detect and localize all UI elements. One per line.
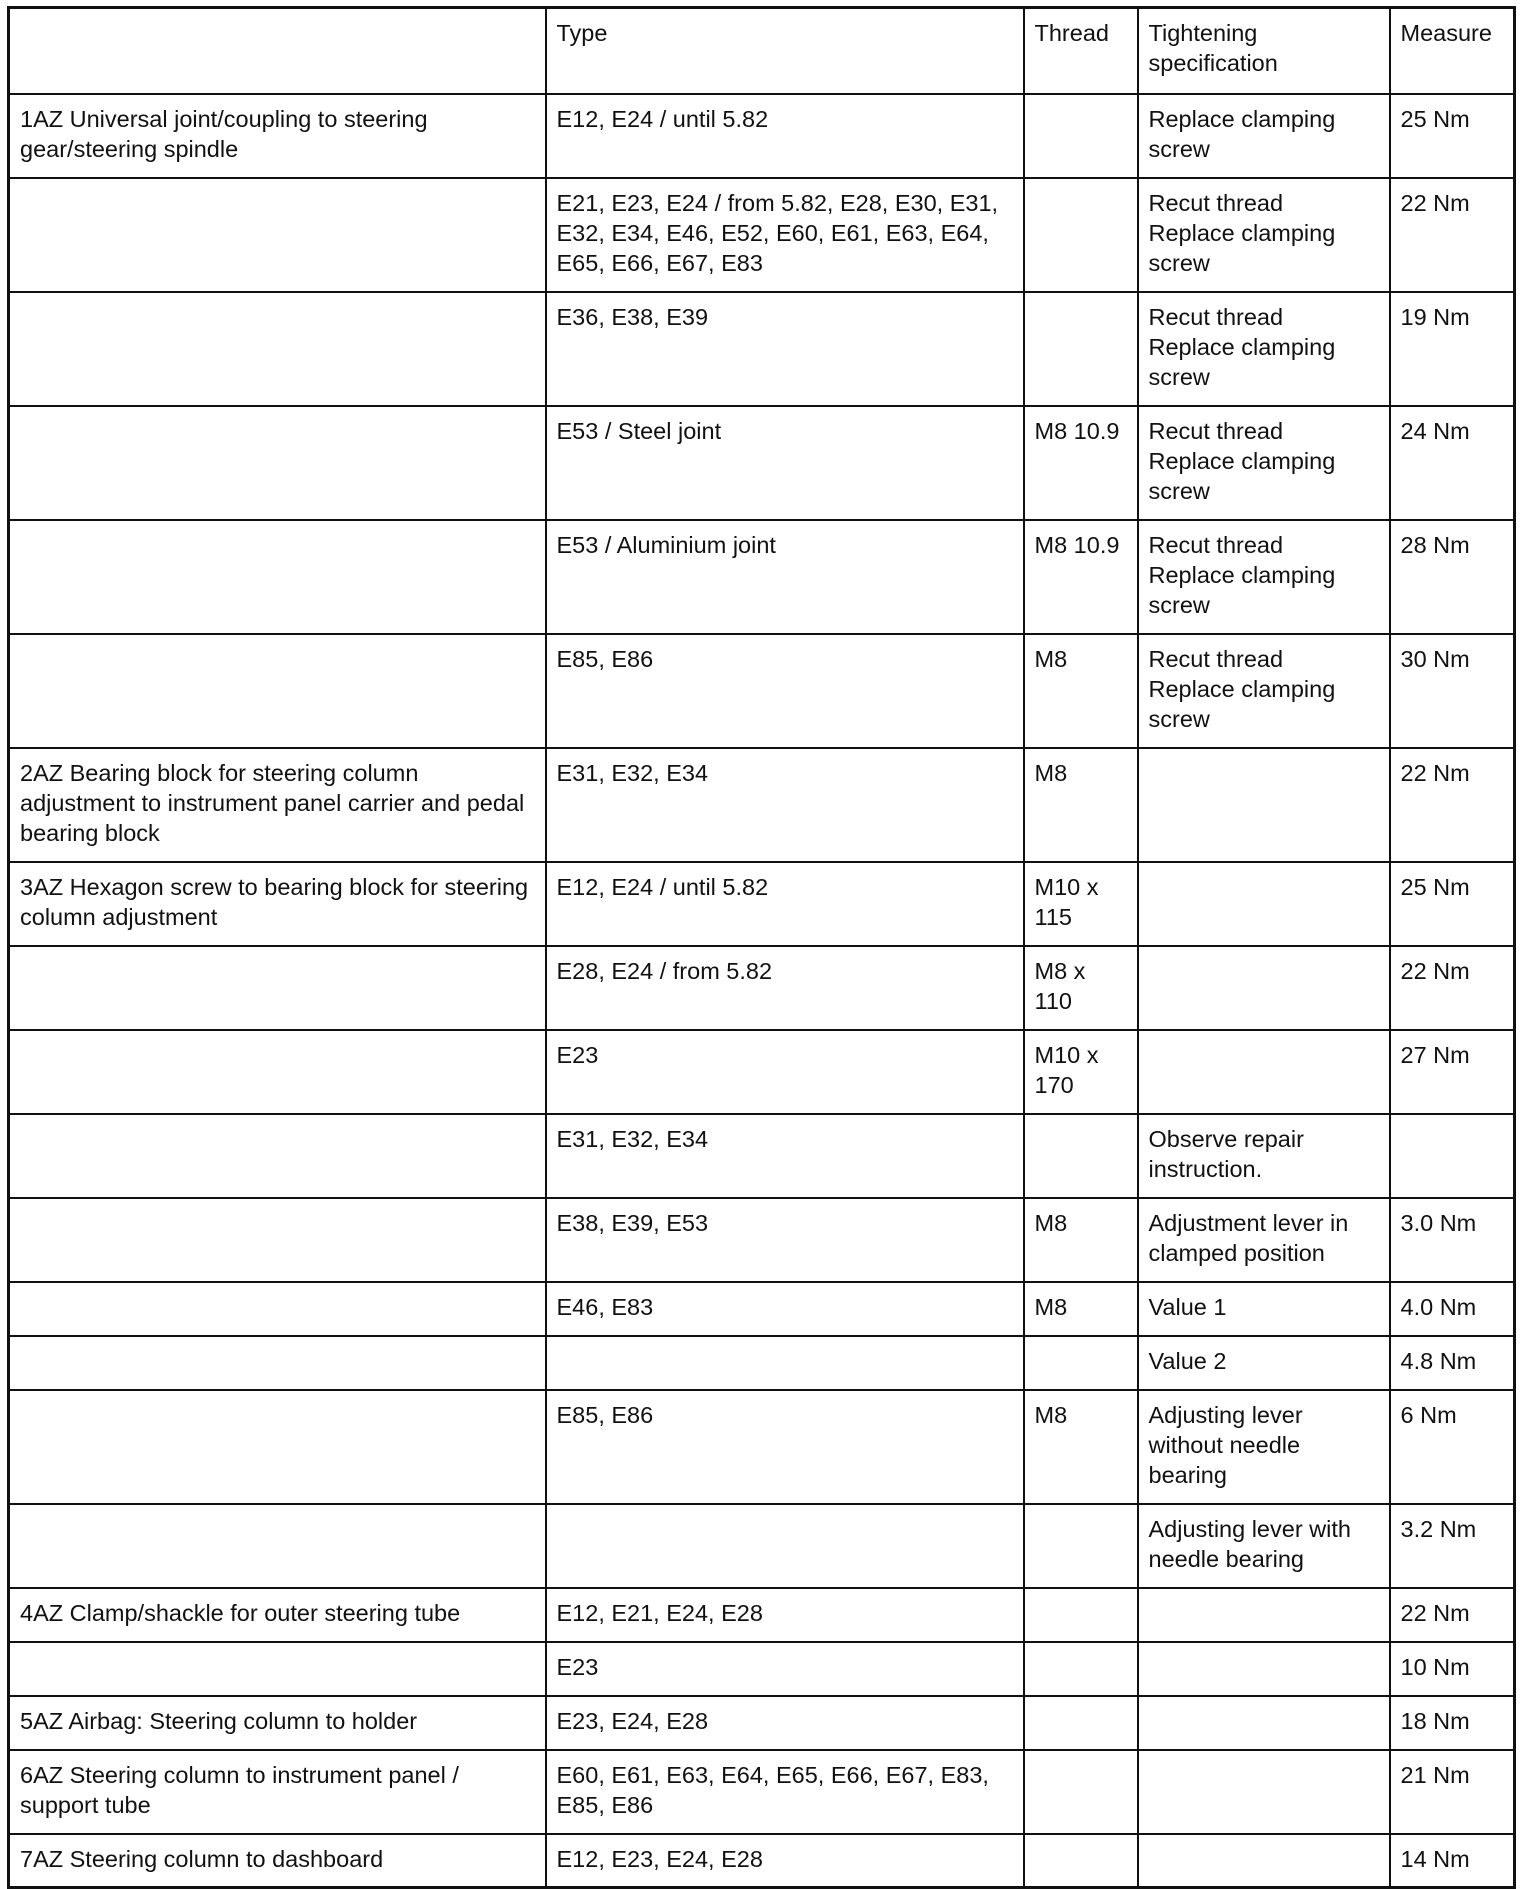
table-row <box>9 1390 1515 1504</box>
cell-type: E21, E23, E24 / from 5.82, E28, E30, E31, E32, E34, E46, E52, E60, E61, E63, E64, E65, E66, E67, E83 <box>546 178 1024 292</box>
cell-description: 1AZ Universal joint/coupling to steering gear/steering spindle <box>9 94 546 178</box>
cell-measure: 28 Nm <box>1390 520 1515 634</box>
cell-description <box>9 1642 546 1696</box>
cell-type: E23 <box>546 1642 1024 1696</box>
cell-spec <box>1138 862 1390 946</box>
cell-thread <box>1024 1642 1138 1696</box>
cell-measure: 24 Nm <box>1390 406 1515 520</box>
cell-thread: M8 <box>1024 634 1138 748</box>
cell-thread <box>1024 1696 1138 1750</box>
cell-measure: 22 Nm <box>1390 178 1515 292</box>
header-type: Type <box>546 8 1024 94</box>
cell-description: 7AZ Steering column to dashboard <box>9 1834 546 1888</box>
cell-spec: Adjusting lever without needle bearing <box>1138 1390 1390 1504</box>
table-header-row <box>9 8 1515 94</box>
cell-measure: 22 Nm <box>1390 946 1515 1030</box>
cell-thread: M8 10.9 <box>1024 520 1138 634</box>
cell-thread <box>1024 178 1138 292</box>
cell-spec: Adjustment lever in clamped position <box>1138 1198 1390 1282</box>
table-row <box>9 748 1515 862</box>
torque-specification-sheet <box>7 6 1513 1877</box>
header-thread: Thread <box>1024 8 1138 94</box>
cell-description: 2AZ Bearing block for steering column adjustment to instrument panel carrier and pedal bearing block <box>9 748 546 862</box>
table-row <box>9 1588 1515 1642</box>
cell-measure: 6 Nm <box>1390 1390 1515 1504</box>
cell-spec <box>1138 748 1390 862</box>
cell-description <box>9 1030 546 1114</box>
cell-measure: 22 Nm <box>1390 748 1515 862</box>
cell-measure: 14 Nm <box>1390 1834 1515 1888</box>
cell-type: E12, E21, E24, E28 <box>546 1588 1024 1642</box>
cell-thread <box>1024 1504 1138 1588</box>
table-row <box>9 292 1515 406</box>
cell-spec <box>1138 946 1390 1030</box>
cell-spec: Recut thread Replace clamping screw <box>1138 634 1390 748</box>
cell-type: E46, E83 <box>546 1282 1024 1336</box>
cell-thread: M8 10.9 <box>1024 406 1138 520</box>
cell-measure: 19 Nm <box>1390 292 1515 406</box>
cell-type <box>546 1336 1024 1390</box>
cell-type: E31, E32, E34 <box>546 1114 1024 1198</box>
cell-description <box>9 1504 546 1588</box>
table-row <box>9 178 1515 292</box>
table-row <box>9 1282 1515 1336</box>
cell-spec: Adjusting lever with needle bearing <box>1138 1504 1390 1588</box>
header-description <box>9 8 546 94</box>
cell-spec <box>1138 1834 1390 1888</box>
table-row <box>9 1198 1515 1282</box>
table-row <box>9 520 1515 634</box>
cell-spec: Observe repair instruction. <box>1138 1114 1390 1198</box>
cell-thread <box>1024 1834 1138 1888</box>
cell-type: E53 / Aluminium joint <box>546 520 1024 634</box>
cell-thread: M8 <box>1024 1282 1138 1336</box>
cell-measure: 30 Nm <box>1390 634 1515 748</box>
cell-thread <box>1024 94 1138 178</box>
cell-thread <box>1024 1336 1138 1390</box>
cell-description: 3AZ Hexagon screw to bearing block for steering column adjustment <box>9 862 546 946</box>
cell-measure: 25 Nm <box>1390 94 1515 178</box>
torque-table <box>7 6 1516 1889</box>
cell-type: E12, E23, E24, E28 <box>546 1834 1024 1888</box>
cell-measure: 3.2 Nm <box>1390 1504 1515 1588</box>
cell-description <box>9 634 546 748</box>
cell-type: E53 / Steel joint <box>546 406 1024 520</box>
table-row <box>9 1696 1515 1750</box>
cell-description <box>9 1282 546 1336</box>
cell-description <box>9 292 546 406</box>
table-row <box>9 1336 1515 1390</box>
cell-description <box>9 946 546 1030</box>
table-row <box>9 1642 1515 1696</box>
table-row <box>9 1750 1515 1834</box>
cell-spec: Recut thread Replace clamping screw <box>1138 406 1390 520</box>
cell-measure: 3.0 Nm <box>1390 1198 1515 1282</box>
cell-type: E85, E86 <box>546 634 1024 748</box>
table-row <box>9 1030 1515 1114</box>
cell-description <box>9 520 546 634</box>
header-tightening-specification: Tightening specification <box>1138 8 1390 94</box>
cell-description <box>9 1390 546 1504</box>
cell-type: E12, E24 / until 5.82 <box>546 94 1024 178</box>
cell-type: E28, E24 / from 5.82 <box>546 946 1024 1030</box>
cell-type: E38, E39, E53 <box>546 1198 1024 1282</box>
cell-spec <box>1138 1588 1390 1642</box>
table-row <box>9 946 1515 1030</box>
cell-spec: Value 2 <box>1138 1336 1390 1390</box>
cell-thread <box>1024 1588 1138 1642</box>
header-measure: Measure <box>1390 8 1515 94</box>
cell-description <box>9 1198 546 1282</box>
cell-type: E36, E38, E39 <box>546 292 1024 406</box>
cell-measure: 10 Nm <box>1390 1642 1515 1696</box>
cell-measure: 25 Nm <box>1390 862 1515 946</box>
cell-measure: 18 Nm <box>1390 1696 1515 1750</box>
cell-thread <box>1024 1114 1138 1198</box>
cell-thread: M8 x 110 <box>1024 946 1138 1030</box>
cell-spec <box>1138 1642 1390 1696</box>
table-row <box>9 406 1515 520</box>
cell-measure: 22 Nm <box>1390 1588 1515 1642</box>
cell-measure: 4.0 Nm <box>1390 1282 1515 1336</box>
cell-type: E23, E24, E28 <box>546 1696 1024 1750</box>
cell-measure <box>1390 1114 1515 1198</box>
table-row <box>9 94 1515 178</box>
cell-description <box>9 1336 546 1390</box>
cell-spec: Replace clamping screw <box>1138 94 1390 178</box>
cell-thread <box>1024 292 1138 406</box>
cell-description <box>9 178 546 292</box>
cell-spec <box>1138 1696 1390 1750</box>
cell-thread: M10 x 170 <box>1024 1030 1138 1114</box>
cell-type: E85, E86 <box>546 1390 1024 1504</box>
cell-spec: Value 1 <box>1138 1282 1390 1336</box>
cell-measure: 4.8 Nm <box>1390 1336 1515 1390</box>
cell-type <box>546 1504 1024 1588</box>
table-row <box>9 1114 1515 1198</box>
cell-type: E60, E61, E63, E64, E65, E66, E67, E83, E85, E86 <box>546 1750 1024 1834</box>
cell-spec: Recut thread Replace clamping screw <box>1138 520 1390 634</box>
cell-description: 5AZ Airbag: Steering column to holder <box>9 1696 546 1750</box>
cell-spec <box>1138 1750 1390 1834</box>
cell-spec <box>1138 1030 1390 1114</box>
cell-description <box>9 406 546 520</box>
cell-type: E23 <box>546 1030 1024 1114</box>
cell-thread: M8 <box>1024 748 1138 862</box>
cell-description: 4AZ Clamp/shackle for outer steering tube <box>9 1588 546 1642</box>
cell-description <box>9 1114 546 1198</box>
cell-measure: 21 Nm <box>1390 1750 1515 1834</box>
cell-thread: M8 <box>1024 1198 1138 1282</box>
table-row <box>9 862 1515 946</box>
cell-type: E31, E32, E34 <box>546 748 1024 862</box>
cell-description: 6AZ Steering column to instrument panel / support tube <box>9 1750 546 1834</box>
table-row <box>9 634 1515 748</box>
cell-thread <box>1024 1750 1138 1834</box>
cell-type: E12, E24 / until 5.82 <box>546 862 1024 946</box>
cell-thread: M10 x 115 <box>1024 862 1138 946</box>
cell-spec: Recut thread Replace clamping screw <box>1138 178 1390 292</box>
table-row <box>9 1834 1515 1888</box>
table-row <box>9 1504 1515 1588</box>
cell-measure: 27 Nm <box>1390 1030 1515 1114</box>
cell-spec: Recut thread Replace clamping screw <box>1138 292 1390 406</box>
cell-thread: M8 <box>1024 1390 1138 1504</box>
